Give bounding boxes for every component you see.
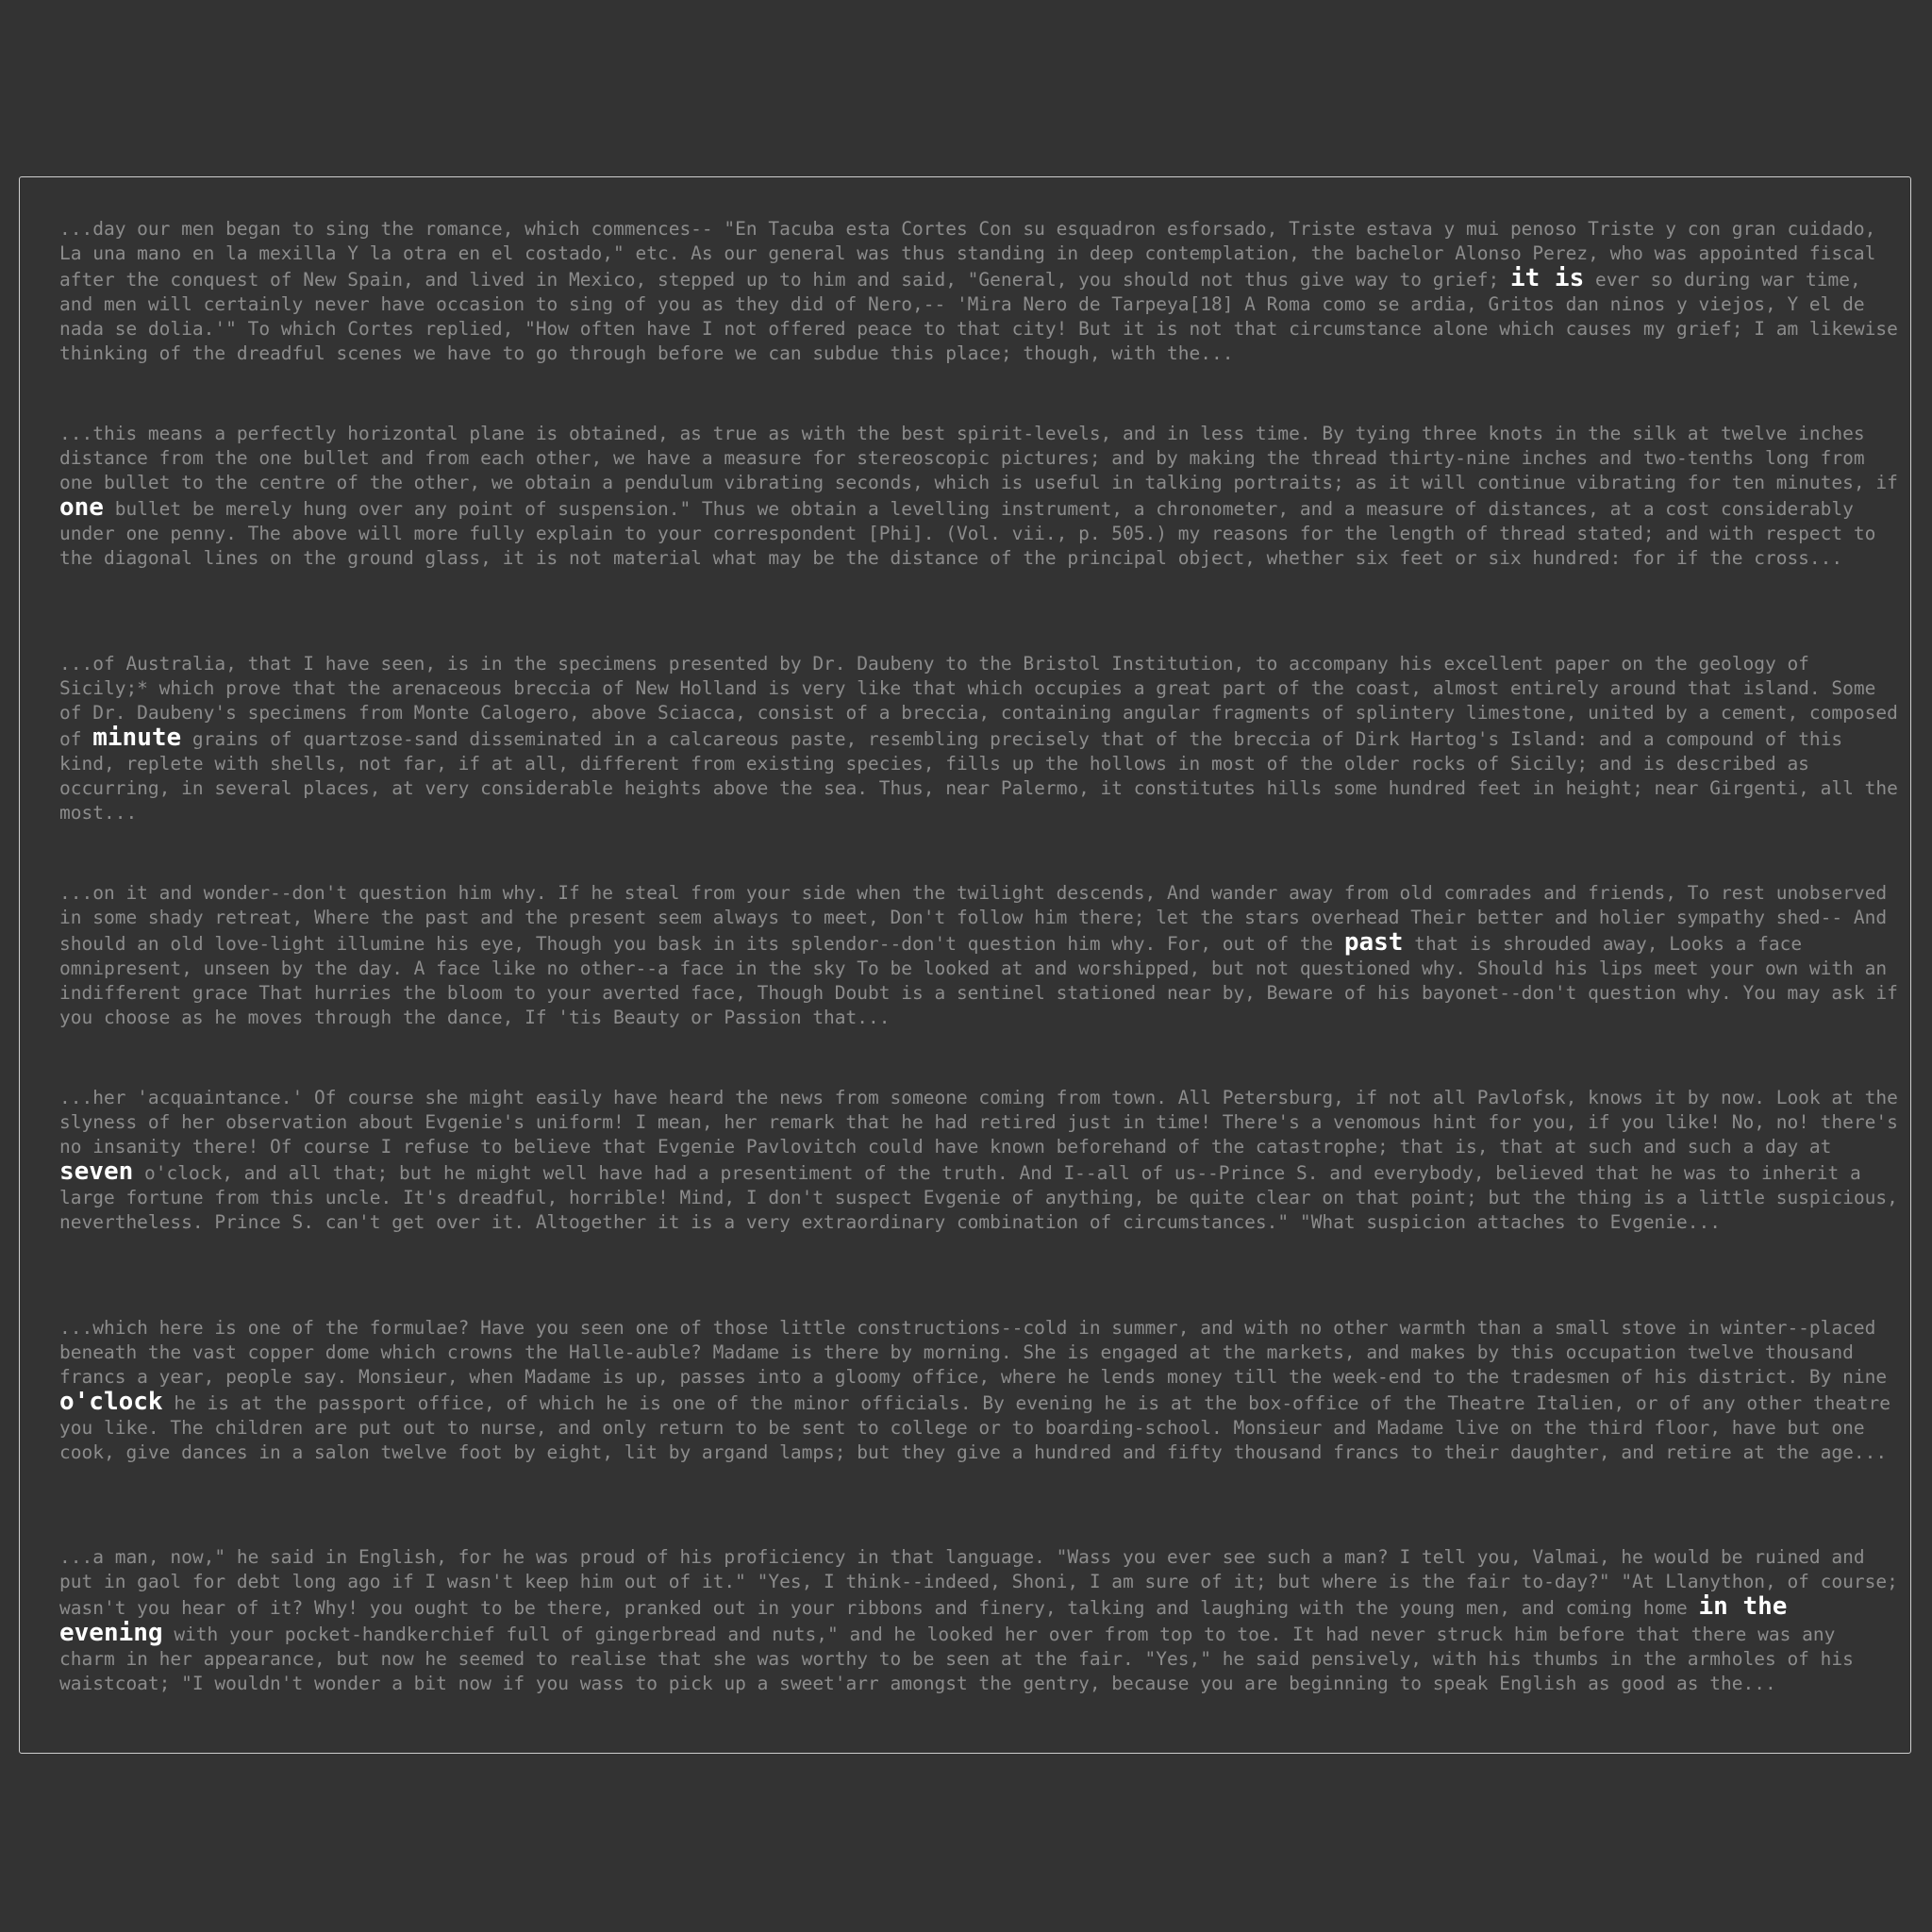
passage-3 [59, 652, 1899, 825]
passage-1-highlight: it is [1509, 264, 1585, 292]
passage-6-text-before: ...which here is one of the formulae? Have you seen one of those little constructions--cold in summer, and with no other warmth than a small stove in winter--placed beneath the vast copper dome which crowns the Halle-auble? Madame is there by morning. She is engaged at the markets, and makes by this occupation twelve thousand francs a year, people say. Monsieur, when Madame is up, passes into a gloomy office, where he lends money till the week-end to the tradesmen of his district. By nine [59, 1317, 1888, 1388]
passage-1-text-after: ever so during war time, and men will certainly never have occasion to sing of you as they did of Nero,-- 'Mira Nero de Tarpeya[18] A Roma como se ardia, Gritos dan ninos y viejos, Y el de nada se dolia.'" To which Cortes replied, "How often have I not offered peace to that city! But it is not that circumstance alone which causes my grief; I am likewise thinking of the dreadful scenes we have to go through before we can subdue this place; though, with the... [59, 269, 1898, 364]
passage-5 [59, 1086, 1899, 1235]
passage-2-highlight: one [59, 493, 104, 522]
passage-3-highlight: minute [92, 724, 182, 752]
passage-1 [59, 217, 1899, 366]
passage-7 [59, 1545, 1899, 1696]
passage-1-text-before: ...day our men began to sing the romance, which commences-- "En Tacuba esta Cortes Con su esquadron esforsado, Triste estava y mui penoso Triste y con gran cuidado, La una mano en la mexilla Y la otra en el costado," etc. As our general was thus standing in deep contemplation, the bachelor Alonso Perez, who was appointed fiscal after the conquest of New Spain, and lived in Mexico, stepped up to him and said, "General, you should not thus give way to grief; [59, 218, 1876, 291]
passage-2-text-before: ...this means a perfectly horizontal plane is obtained, as true as with the best spirit-levels, and in less time. By tying three knots in the silk at twelve inches distance from the one bullet and from each other, we have a measure for stereoscopic pictures; and by making the thread thirty-nine inches and two-tenths long from one bullet to the centre of the other, we obtain a pendulum vibrating seconds, which is useful in talking portraits; as it will continue vibrating for ten minutes, if [59, 423, 1898, 493]
passage-2 [59, 422, 1899, 571]
passage-7-text-before: ...a man, now," he said in English, for he was proud of his proficiency in that language. "Wass you ever see such a man? I tell you, Valmai, he would be ruined and put in gaol for debt long ago if I wasn't keep him out of it." "Yes, I think--indeed, Shoni, I am sure of it; but where is the fair to-day?" "At Llanython, of course; wasn't you hear of it? Why! you ought to be there, pranked out in your ribbons and finery, talking and laughing with the young men, and coming home [59, 1546, 1898, 1619]
passage-7-text-after: with your pocket-handkerchief full of gingerbread and nuts," and he looked her over from top to toe. It had never struck him before that there was any charm in her appearance, but now he seemed to realise that she was worthy to be seen at the fair. "Yes," he said pensively, with his thumbs in the armholes of his waistcoat; "I wouldn't wonder a bit now if you wass to pick up a sweet'arr amongst the gentry, because you are beginning to speak English as good as the... [59, 1624, 1854, 1694]
passage-5-text-after: o'clock, and all that; but he might well have had a presentiment of the truth. And I--all of us--Prince S. and everybody, believed that he was to inherit a large fortune from this uncle. It's dreadful, horrible! Mind, I don't suspect Evgenie of anything, be quite clear on that point; but the thing is a little suspicious, nevertheless. Prince S. can't get over it. Altogether it is a very extraordinary combination of circumstances." "What suspicion attaches to Evgenie... [59, 1162, 1898, 1233]
text-panel [19, 176, 1911, 1754]
passage-5-text-before: ...her 'acquaintance.' Of course she might easily have heard the news from someone coming from town. All Petersburg, if not all Pavlofsk, knows it by now. Look at the slyness of her observation about Evgenie's uniform! I mean, her remark that he had retired just in time! There's a venomous hint for you, if you like! No, no! there's no insanity there! Of course I refuse to believe that Evgenie Pavlovitch could have known beforehand of the catastrophe; that is, that at such and such a day at [59, 1087, 1898, 1158]
passage-2-text-after: bullet be merely hung over any point of suspension." Thus we obtain a levelling instrument, a chronometer, and a measure of distances, at a cost considerably under one penny. The above will more fully explain to your correspondent [Phi]. (Vol. vii., p. 505.) my reasons for the length of thread stated; and with respect to the diagonal lines on the ground glass, it is not material what may be the distance of the principal object, whether six feet or six hundred: for if the cross... [59, 498, 1876, 569]
passage-3-text-after: grains of quartzose-sand disseminated in a calcareous paste, resembling precisely that of the breccia of Dirk Hartog's Island: and a compound of this kind, replete with shells, not far, if at all, different from existing species, fills up the hollows in most of the older rocks of Sicily; and is described as occurring, in several places, at very considerable heights above the sea. Thus, near Palermo, it constitutes hills some hundred feet in height; near Girgenti, all the most... [59, 728, 1898, 824]
passage-7-highlight: in the evening [59, 1592, 1788, 1647]
passage-4-text-after: that is shrouded away, Looks a face omnipresent, unseen by the day. A face like no other--a face in the sky To be looked at and worshipped, but not questioned why. Should his lips meet your own with an indifferent grace That hurries the bloom to your averted face, Though Doubt is a sentinel stationed near by, Beware of his bayonet--don't question why. You may ask if you choose as he moves through the dance, If 'tis Beauty or Passion that... [59, 933, 1898, 1028]
passage-6-text-after: he is at the passport office, of which he is one of the minor officials. By evening he is at the box-office of the Theatre Italien, or of any other theatre you like. The children are put out to nurse, and only return to be sent to college or to boarding-school. Monsieur and Madame live on the third floor, have but one cook, give dances in a salon twelve foot by eight, lit by argand lamps; but they give a hundred and fifty thousand francs to their daughter, and retire at the age... [59, 1392, 1891, 1463]
passage-5-highlight: seven [59, 1158, 134, 1186]
passage-6-highlight: o'clock [59, 1388, 163, 1416]
passage-6 [59, 1316, 1899, 1465]
passage-4-highlight: past [1343, 928, 1404, 957]
passage-4-text-before: ...on it and wonder--don't question him why. If he steal from your side when the twilight descends, And wander away from old comrades and friends, To rest unobserved in some shady retreat, Where the past and the present seem always to meet, Don't follow him there; let the stars overhead Their better and holier sympathy shed-- And should an old love-light illumine his eye, Though you bask in its splendor--don't question him why. For, out of the [59, 882, 1888, 955]
passage-3-text-before: ...of Australia, that I have seen, is in the specimens presented by Dr. Daubeny to the Bristol Institution, to accompany his excellent paper on the geology of Sicily;* which prove that the arenaceous breccia of New Holland is very like that which occupies a great part of the coast, almost entirely around that island. Some of Dr. Daubeny's specimens from Monte Calogero, above Sciacca, consist of a breccia, containing angular fragments of splintery limestone, united by a cement, composed of [59, 653, 1898, 750]
passage-4 [59, 881, 1899, 1030]
